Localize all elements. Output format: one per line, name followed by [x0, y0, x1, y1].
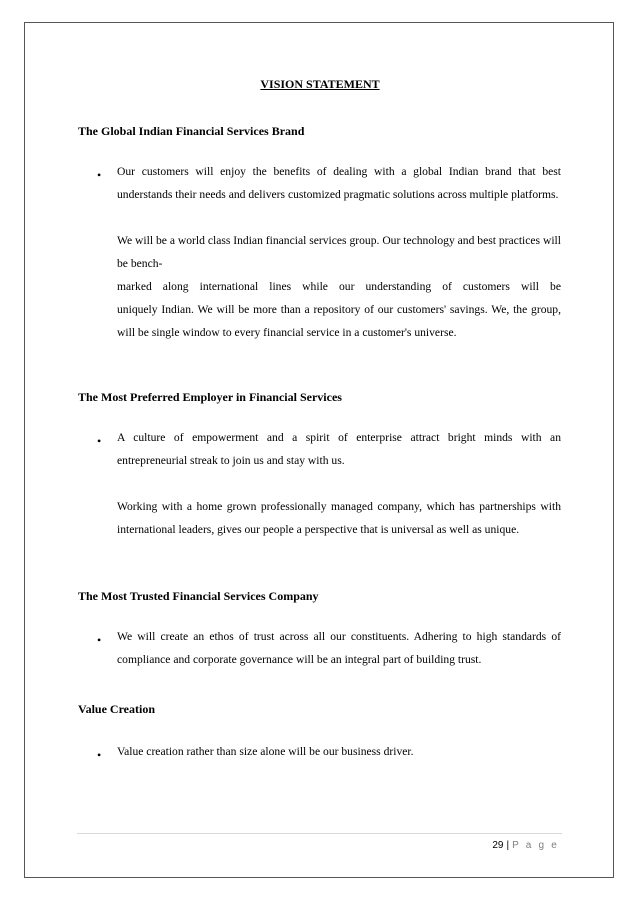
document-title: VISION STATEMENT [260, 77, 380, 91]
paragraph-culture-empowerment: A culture of empowerment and a spirit of enterprise attract bright minds with an entrepreneurial streak to join us and stay with us. [117, 431, 561, 467]
paragraph-customers-benefits: Our customers will enjoy the benefits of dealing with a global Indian brand that best understands their needs and delivers customized pragmatic solutions across multiple platforms. [117, 165, 561, 201]
paragraph-value-creation: Value creation rather than size alone will be our business driver. [117, 745, 414, 758]
bullet-icon: • [97, 633, 102, 647]
paragraph-uniquely-indian: uniquely Indian. We will be more than a repository of our customers' savings. We, the group, will be single window to every financial service in a customer's universe. [117, 303, 561, 339]
section-heading-trusted-company: The Most Trusted Financial Services Company [78, 589, 319, 603]
section-heading-value-creation: Value Creation [78, 702, 156, 716]
section-heading-preferred-employer: The Most Preferred Employer in Financial Services [78, 390, 342, 404]
bullet-icon: • [97, 168, 102, 182]
page-number: 29 [492, 840, 504, 851]
bullet-icon: • [97, 434, 102, 448]
paragraph-home-grown: Working with a home grown professionally managed company, which has partnerships with international leaders, gives our people a perspective that is universal as well as unique. [117, 500, 561, 536]
bullet-icon: • [97, 748, 102, 762]
paragraph-world-class: We will be a world class Indian financial services group. Our technology and best practices will be bench- [117, 234, 561, 270]
page-label: P a g e [512, 840, 559, 851]
footer-separator: | [506, 840, 510, 851]
section-heading-global-brand: The Global Indian Financial Services Brand [78, 124, 305, 138]
footer-divider [77, 833, 562, 834]
paragraph-ethos-of-trust: We will create an ethos of trust across all our constituents. Adhering to high standards of compliance and corporate governance will be an integral part of building trust. [117, 630, 561, 666]
paragraph-benchmarked: marked along international lines while our understanding of customers will be [117, 280, 561, 293]
page-footer [492, 839, 559, 853]
